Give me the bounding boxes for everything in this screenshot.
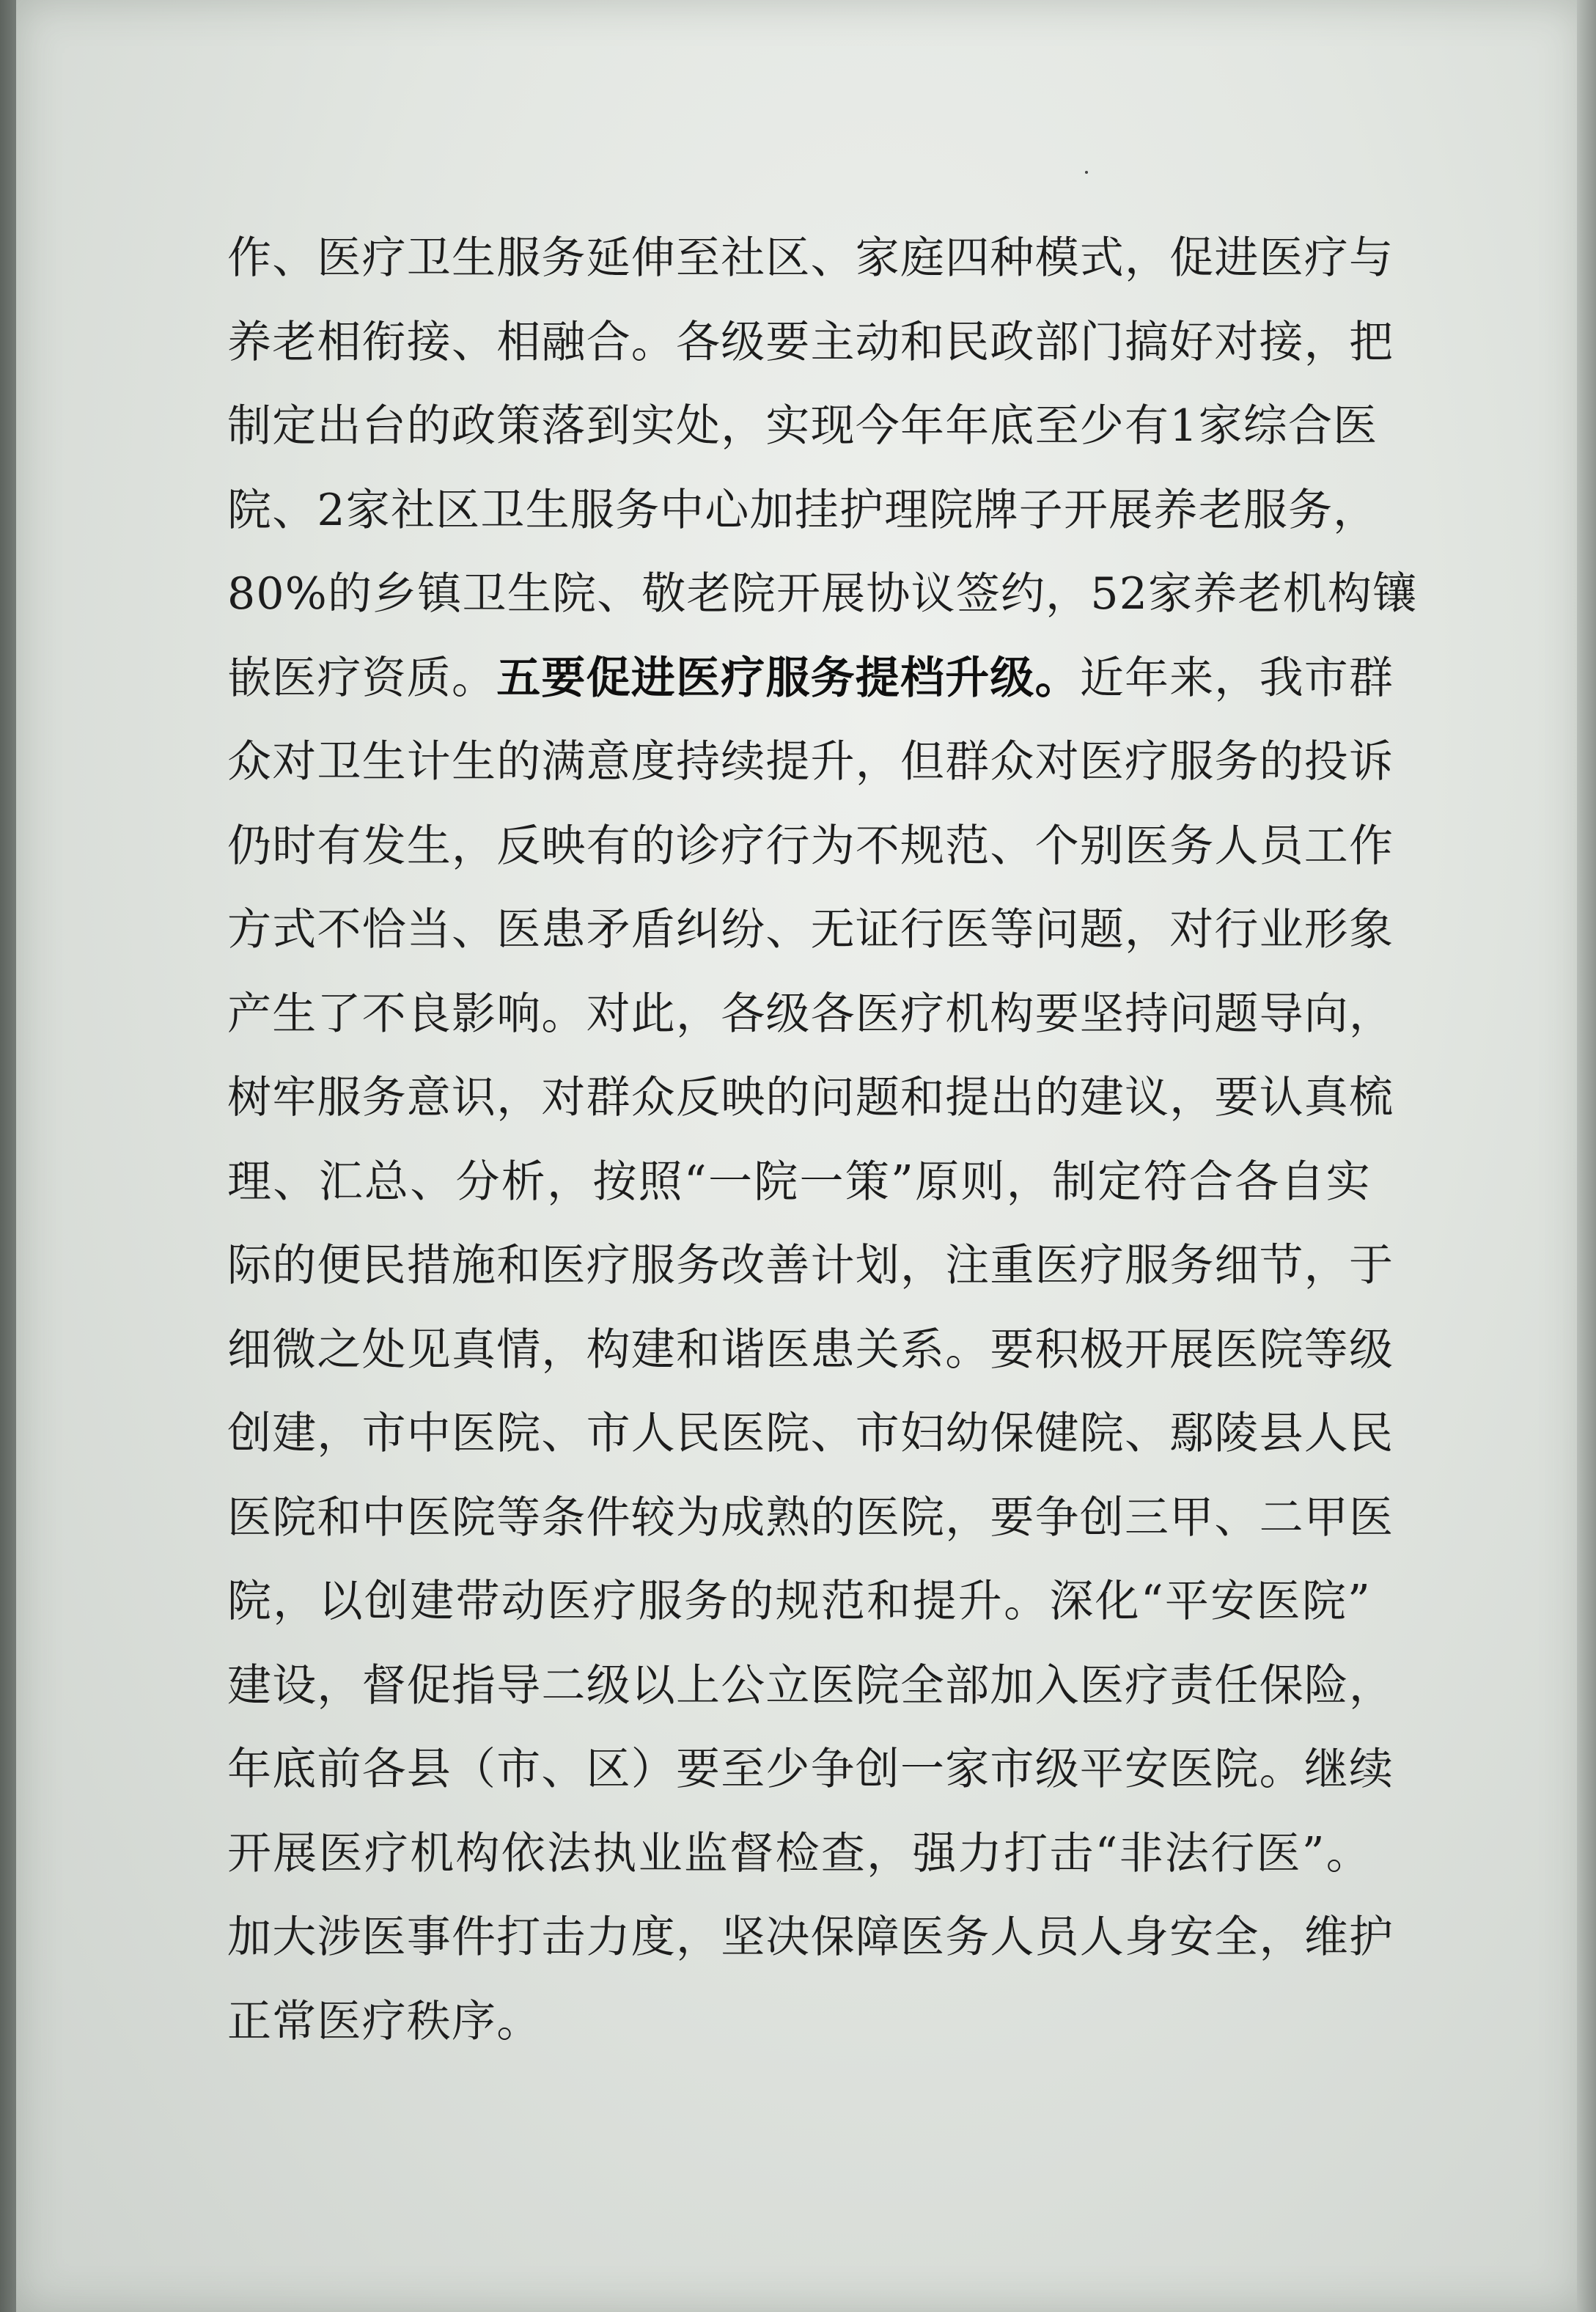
text-line: 正常医疗秩序。 xyxy=(227,1995,542,2047)
text-line: 创建，市中医院、市人民医院、市妇幼保健院、鄢陵县人民 xyxy=(227,1408,1394,1459)
text-line: 细微之处见真情，构建和谐医患关系。要积极开展医院等级 xyxy=(227,1324,1394,1376)
text-line: 制定出台的政策落到实处，实现今年年底至少有1家综合医 xyxy=(227,400,1378,452)
text-line: 年底前各县（市、区）要至少争创一家市级平安医院。继续 xyxy=(227,1744,1394,1795)
text-line: 建设，督促指导二级以上公立医院全部加入医疗责任保险， xyxy=(227,1659,1394,1711)
text-line: 养老相衔接、相融合。各级要主动和民政部门搞好对接，把 xyxy=(227,316,1394,368)
bold-heading: 五要促进医疗服务提档升级。 xyxy=(496,652,1080,704)
text-segment: 嵌医疗资质。 xyxy=(227,652,497,704)
text-line: 树牢服务意识，对群众反映的问题和提出的建议，要认真梳 xyxy=(227,1072,1394,1123)
text-line: 开展医疗机构依法执业监督检查，强力打击“非法行医”。 xyxy=(227,1827,1371,1879)
page-edge xyxy=(1577,0,1596,2312)
text-line: 方式不恰当、医患矛盾纠纷、无证行医等问题，对行业形象 xyxy=(227,904,1394,955)
text-line: 加大涉医事件打击力度，坚决保障医务人员人身安全，维护 xyxy=(227,1912,1394,1963)
text-line: 作、医疗卫生服务延伸至社区、家庭四种模式，促进医疗与 xyxy=(227,232,1394,284)
text-line: 医院和中医院等条件较为成熟的医院，要争创三甲、二甲医 xyxy=(227,1491,1394,1544)
text-line: 产生了不良影响。对此，各级各医疗机构要坚持问题导向， xyxy=(227,988,1394,1040)
text-line xyxy=(227,636,1394,721)
text-line: 院，以创建带动医疗服务的规范和提升。深化“平安医院” xyxy=(227,1576,1371,1627)
text-segment: 近年来，我市群 xyxy=(1079,652,1394,704)
text-line: 仍时有发生，反映有的诊疗行为不规范、个别医务人员工作 xyxy=(227,820,1394,872)
ink-speck xyxy=(1085,171,1088,174)
text-line: 理、汇总、分析，按照“一院一策”原则，制定符合各自实 xyxy=(227,1156,1371,1208)
text-line: 80%的乡镇卫生院、敬老院开展协议签约，52家养老机构镶 xyxy=(227,568,1418,620)
text-line: 际的便民措施和医疗服务改善计划，注重医疗服务细节，于 xyxy=(227,1240,1394,1291)
body-paragraph xyxy=(227,216,1418,2063)
text-line: 众对卫生计生的满意度持续提升，但群众对医疗服务的投诉 xyxy=(227,736,1394,788)
text-line: 院、2家社区卫生服务中心加挂护理院牌子开展养老服务， xyxy=(227,484,1378,536)
